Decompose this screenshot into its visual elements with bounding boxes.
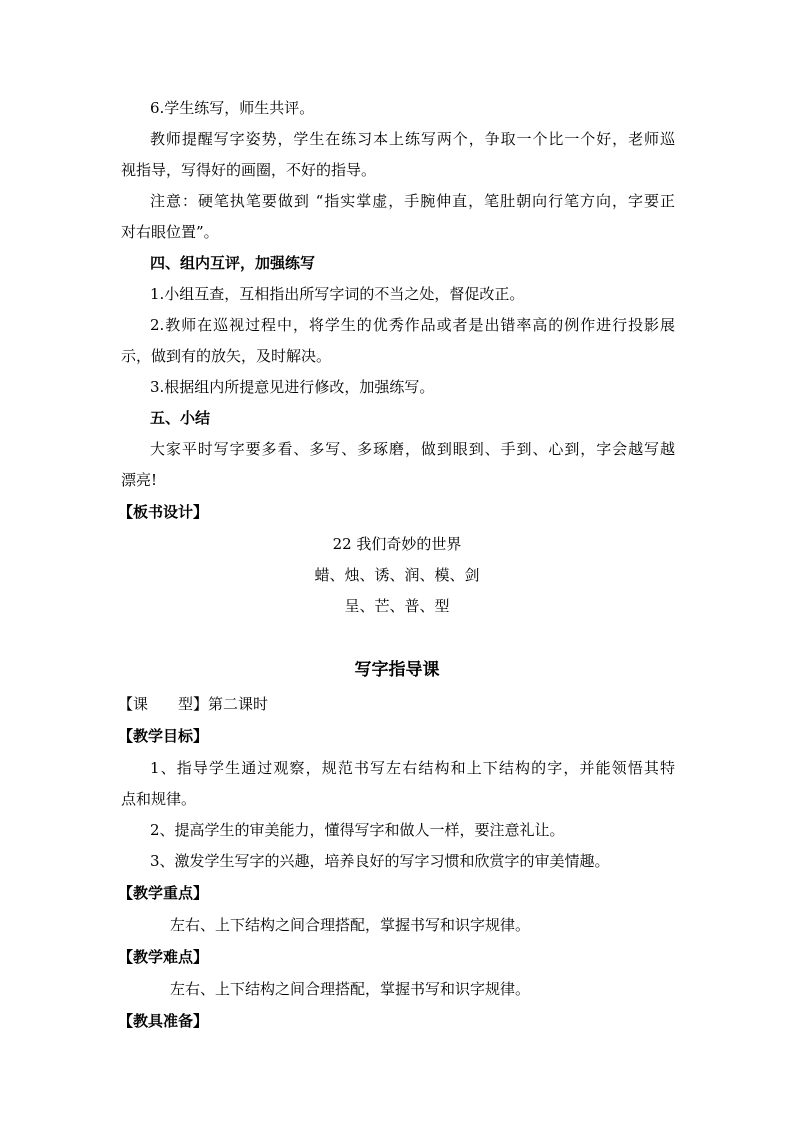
paragraph-line: 注意：硬笔执笔要做到 “指实掌虚，手腕伸直，笔肚朝向行笔方向，字要正 xyxy=(150,192,675,210)
difficulties-text: 左右、上下结构之间合理搭配，掌握书写和识字规律。 xyxy=(170,980,531,998)
objective-item: 点和规律。 xyxy=(121,790,197,808)
step-6-heading: 6.学生练写，师生共评。 xyxy=(150,99,315,117)
lesson-title: 写字指导课 xyxy=(354,660,440,680)
objective-item: 2、提高学生的审美能力，懂得写字和做人一样，要注意礼让。 xyxy=(150,821,565,839)
paragraph-line: 3.根据组内所提意见进行修改，加强练写。 xyxy=(150,378,435,396)
board-characters: 呈、芒、普、型 xyxy=(344,597,450,615)
lesson-type: 【课 型】第二课时 xyxy=(118,695,269,713)
objective-item: 1、指导学生通过观察，规范书写左右结构和上下结构的字，并能领悟其特 xyxy=(150,759,675,777)
paragraph-line: 示，做到有的放矢，及时解决。 xyxy=(121,347,332,365)
paragraph-line: 2.教师在巡视过程中，将学生的优秀作品或者是出错率高的例作进行投影展 xyxy=(150,316,675,334)
board-title: 22 我们奇妙的世界 xyxy=(332,535,462,553)
difficulties-label: 【教学难点】 xyxy=(118,948,209,966)
paragraph-line: 大家平时写字要多看、多写、多琢磨，做到眼到、手到、心到，字会越写越 xyxy=(150,440,675,458)
paragraph-line: 教师提醒写字姿势，学生在练习本上练写两个，争取一个比一个好，老师巡 xyxy=(150,130,675,148)
key-points-text: 左右、上下结构之间合理搭配，掌握书写和识字规律。 xyxy=(170,916,531,934)
section-heading: 五、小结 xyxy=(150,409,211,427)
materials-label: 【教具准备】 xyxy=(118,1012,209,1030)
board-design-label: 【板书设计】 xyxy=(118,503,209,521)
paragraph-line: 1.小组互查，互相指出所写字词的不当之处，督促改正。 xyxy=(150,285,525,303)
board-characters: 蜡、烛、诱、润、模、剑 xyxy=(314,566,480,584)
paragraph-line: 对右眼位置”。 xyxy=(121,223,219,241)
objectives-label: 【教学目标】 xyxy=(118,727,209,745)
section-heading: 四、组内互评，加强练写 xyxy=(150,254,316,272)
objective-item: 3、激发学生写字的兴趣，培养良好的写字习惯和欣赏字的审美情趣。 xyxy=(150,852,610,870)
key-points-label: 【教学重点】 xyxy=(118,884,209,902)
paragraph-line: 漂亮! xyxy=(121,471,158,489)
paragraph-line: 视指导，写得好的画圈，不好的指导。 xyxy=(121,161,377,179)
